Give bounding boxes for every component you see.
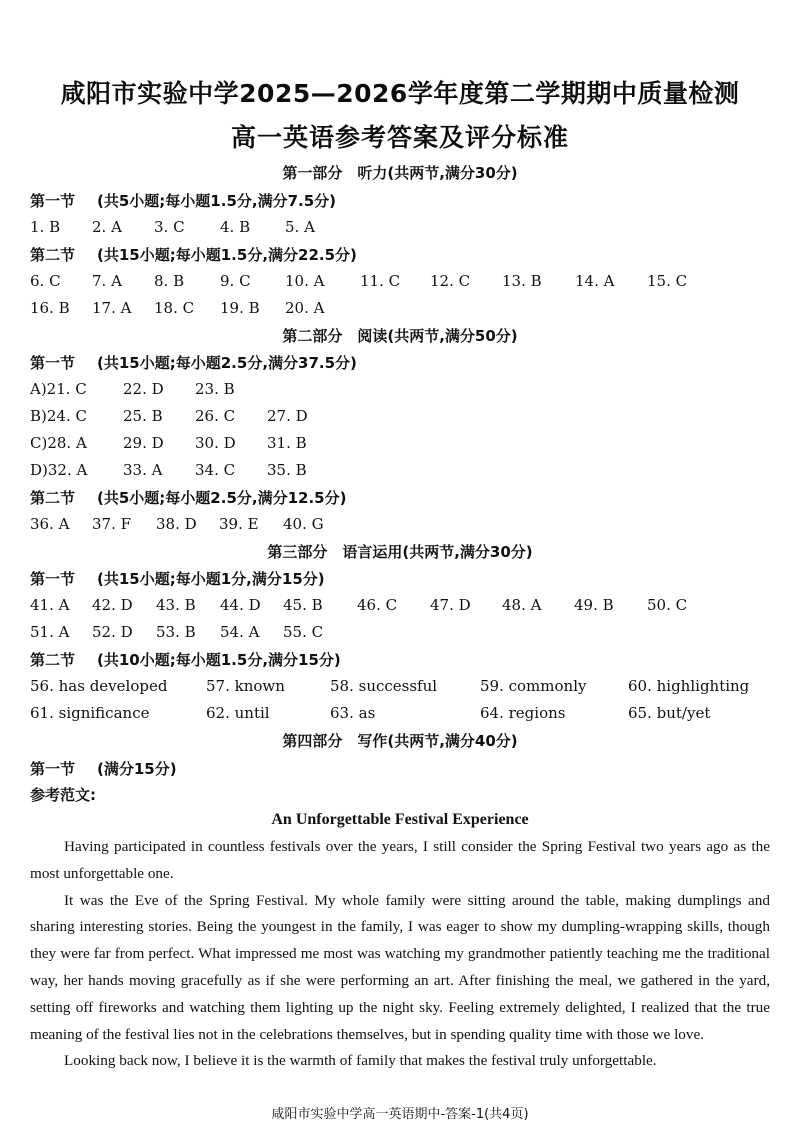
section-label: 第二节 [30,489,76,507]
answer-item: D)32. A [30,461,88,479]
part3-heading: 第三部分 语言运用(共两节,满分30分) [267,543,533,561]
answer-item: 52. D [92,623,133,641]
answer-item: 58. successful [330,677,438,695]
part2-section2-header [30,487,346,508]
answer-item: 43. B [156,596,196,614]
answer-item: 57. known [206,677,285,695]
answer-item: 63. as [330,704,376,722]
answer-item: 2. A [92,218,122,236]
answer-item: 6. C [30,272,61,290]
answer-item: B)24. C [30,407,87,425]
answer-item: 17. A [92,299,132,317]
answer-item: 62. until [206,704,270,722]
section-label: 第一节 [30,760,76,778]
answer-item: 31. B [267,434,307,452]
answer-item: 14. A [575,272,615,290]
part2-heading: 第二部分 阅读(共两节,满分50分) [282,327,518,345]
section-desc: (共5小题;每小题1.5分,满分7.5分) [97,192,337,210]
part1-section2-header [30,244,357,265]
doc-title: 咸阳市实验中学2025—2026学年度第二学期期中质量检测 [60,79,740,108]
section-desc: (共10小题;每小题1.5分,满分15分) [97,651,341,669]
answer-item: 64. regions [480,704,566,722]
essay-title: An Unforgettable Festival Experience [271,811,529,828]
answer-item: 56. has developed [30,677,168,695]
answer-item: 38. D [156,515,197,533]
answer-item: 11. C [360,272,401,290]
answer-item: 5. A [285,218,315,236]
answer-item: 54. A [220,623,260,641]
answer-item: 18. C [154,299,195,317]
answer-item: 47. D [430,596,471,614]
answer-item: 26. C [195,407,236,425]
answer-item: 1. B [30,218,61,236]
section-label: 第二节 [30,246,76,264]
essay-paragraph: It was the Eve of the Spring Festival. My whole family were sitting around the table, making dumplings and sharing interesting stories. Being the youngest in the family, I was eager to show my dumpling-wrapping skills, though they were far from perfect. What impressed me most was watching my grandmother patiently teaching me the traditional way, her hands moving gracefully as if she were performing an art. After finishing the meal, we gathered in the yard, setting off fireworks and watching them lighting up the night sky. Feeling extremely delighted, I realized that the true meaning of the festival lies not in the celebrations themselves, but in spending quality time with those we love. [30,891,770,1043]
answer-item: 44. D [220,596,261,614]
section-label: 第一节 [30,192,76,210]
section-desc: (共15小题;每小题2.5分,满分37.5分) [97,354,357,372]
part1-section1-header [30,190,336,211]
answer-item: 61. significance [30,704,150,722]
answer-item: 37. F [92,515,132,533]
answer-item: 19. B [220,299,260,317]
answer-item: 60. highlighting [628,677,750,695]
answer-item: C)28. A [30,434,87,452]
answer-item: A)21. C [30,380,87,398]
part2-section1-header [30,352,357,373]
answer-item: 33. A [123,461,163,479]
part1-heading: 第一部分 听力(共两节,满分30分) [282,164,518,182]
answer-item: 10. A [285,272,325,290]
answer-item: 55. C [283,623,324,641]
answer-item: 12. C [430,272,471,290]
answer-item: 39. E [219,515,259,533]
section-label: 第一节 [30,354,76,372]
section-label: 第一节 [30,570,76,588]
section-desc: (共15小题;每小题1分,满分15分) [97,570,325,588]
answer-item: 4. B [220,218,251,236]
answer-item: 9. C [220,272,251,290]
answer-item: 8. B [154,272,185,290]
answer-item: 50. C [647,596,688,614]
answer-item: 30. D [195,434,236,452]
answer-item: 20. A [285,299,325,317]
answer-item: 27. D [267,407,308,425]
part4-section1-header [30,758,177,779]
answer-item: 65. but/yet [628,704,711,722]
answer-item: 16. B [30,299,70,317]
answer-item: 7. A [92,272,122,290]
answer-item: 29. D [123,434,164,452]
doc-subtitle: 高一英语参考答案及评分标准 [230,123,569,152]
answer-item: 22. D [123,380,164,398]
answer-item: 34. C [195,461,236,479]
answer-item: 3. C [154,218,185,236]
answer-item: 51. A [30,623,70,641]
answer-item: 59. commonly [480,677,587,695]
answer-item: 49. B [574,596,614,614]
answer-item: 41. A [30,596,70,614]
answer-item: 15. C [647,272,688,290]
part3-section1-header [30,568,325,589]
answer-item: 48. A [502,596,542,614]
part4-heading: 第四部分 写作(共两节,满分40分) [282,732,518,750]
answer-item: 46. C [357,596,398,614]
sample-essay-label: 参考范文: [30,786,96,804]
answer-item: 36. A [30,515,70,533]
section-desc: (共15小题;每小题1.5分,满分22.5分) [97,246,357,264]
answer-item: 35. B [267,461,307,479]
answer-item: 40. G [283,515,324,533]
essay-body [30,834,770,1075]
part3-section2-header [30,649,341,670]
answer-item: 53. B [156,623,196,641]
answer-item: 23. B [195,380,235,398]
answer-item: 45. B [283,596,323,614]
section-label: 第二节 [30,651,76,669]
essay-paragraph: Having participated in countless festivals over the years, I still consider the Spring Festival two years ago as the most unforgettable one. [30,838,770,882]
answer-item: 13. B [502,272,542,290]
essay-paragraph: Looking back now, I believe it is the warmth of family that makes the festival truly unforgettable. [64,1052,657,1070]
section-desc: (满分15分) [97,760,177,778]
section-desc: (共5小题;每小题2.5分,满分12.5分) [97,489,347,507]
answer-item: 42. D [92,596,133,614]
page-footer: 咸阳市实验中学高一英语期中-答案-1(共4页) [271,1107,529,1122]
answer-item: 25. B [123,407,163,425]
